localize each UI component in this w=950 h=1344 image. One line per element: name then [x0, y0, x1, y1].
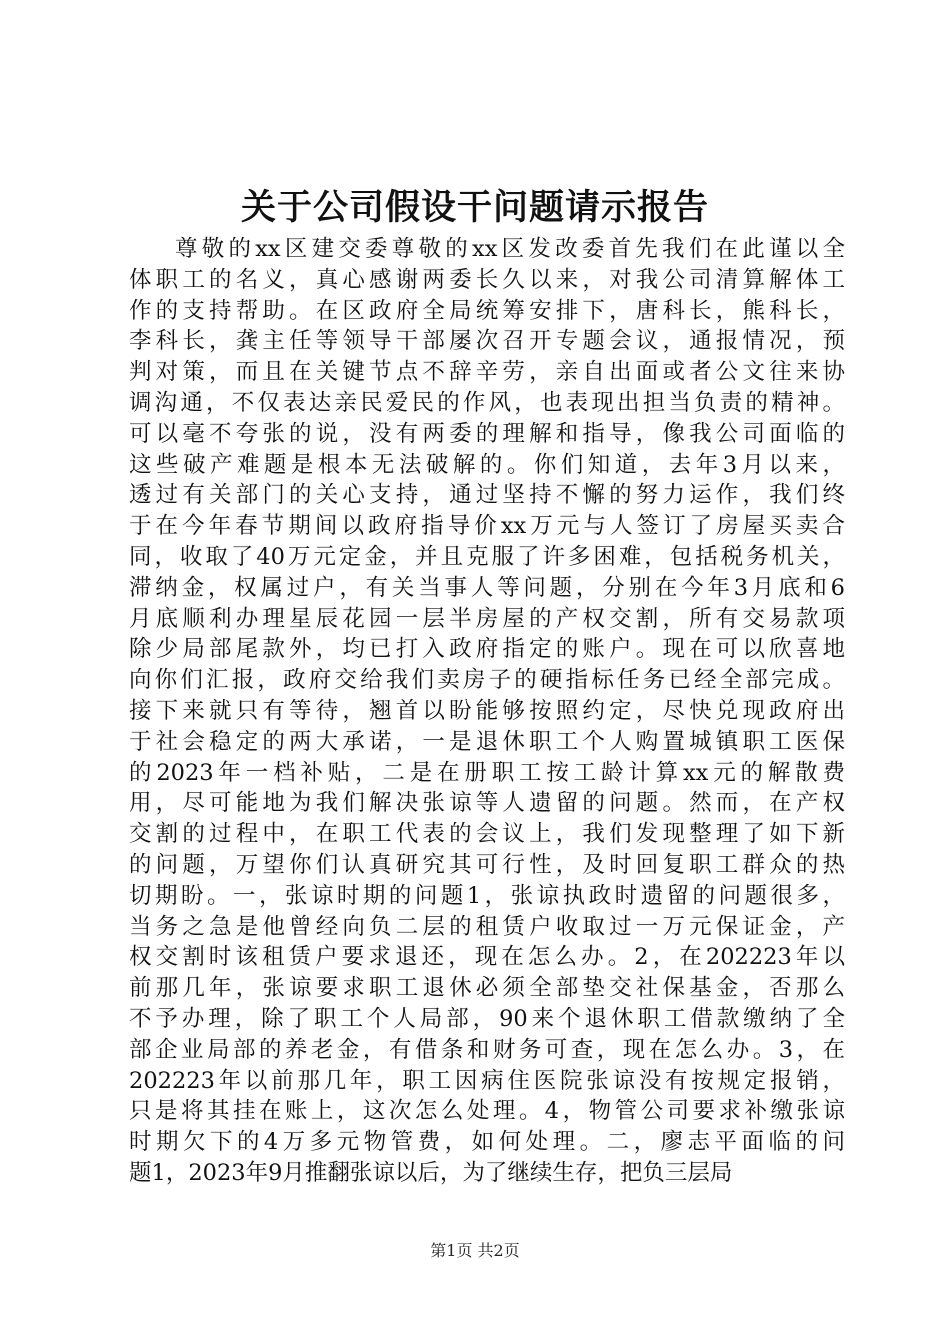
body-line: 判对策，而且在关键节点不辞辛劳，亲自出面或者公文往来协 [129, 359, 845, 386]
body-line: 除少局部尾款外，均已打入政府指定的账户。现在可以欣喜地 [129, 636, 845, 663]
body-line: 这些破产难题是根本无法破解的。你们知道，去年3月以来， [129, 451, 845, 478]
body-line: 只是将其挂在账上，这次怎么处理。4，物管公司要求补缴张谅 [129, 1098, 845, 1125]
body-line: 不予办理，除了职工个人局部，90来个退休职工借款缴纳了全 [129, 1005, 845, 1032]
body-line: 作的支持帮助。在区政府全局统筹安排下，唐科长，熊科长， [129, 297, 845, 324]
body-line: 部企业局部的养老金，有借条和财务可查，现在怎么办。3，在 [129, 1036, 845, 1063]
body-line: 的问题，万望你们认真研究其可行性，及时回复职工群众的热 [129, 851, 845, 878]
body-line: 切期盼。一，张谅时期的问题1，张谅执政时遗留的问题很多， [129, 882, 845, 909]
document-body [129, 234, 845, 1189]
body-line: 于在今年春节期间以政府指导价xx万元与人签订了房屋买卖合 [129, 513, 845, 540]
body-line: 时期欠下的4万多元物管费，如何处理。二，廖志平面临的问 [129, 1129, 845, 1156]
body-line: 用，尽可能地为我们解决张谅等人遗留的问题。然而，在产权 [129, 790, 845, 817]
body-line: 李科长，龚主任等领导干部屡次召开专题会议，通报情况，预 [129, 328, 845, 355]
body-line: 可以毫不夸张的说，没有两委的理解和指导，像我公司面临的 [129, 420, 845, 447]
page-number-footer: 第1页 共2页 [430, 1241, 520, 1260]
body-line: 交割的过程中，在职工代表的会议上，我们发现整理了如下新 [129, 821, 845, 848]
body-line: 滞纳金，权属过户，有关当事人等问题，分别在今年3月底和6 [129, 574, 845, 601]
body-line: 权交割时该租赁户要求退还，现在怎么办。2，在202223年以 [129, 944, 845, 971]
body-line: 透过有关部门的关心支持，通过坚持不懈的努力运作，我们终 [129, 482, 845, 509]
body-line: 体职工的名义，真心感谢两委长久以来，对我公司清算解体工 [129, 266, 845, 293]
body-line: 题1，2023年9月推翻张谅以后，为了继续生存，把负三层局 [129, 1159, 733, 1186]
body-line: 的2023年一档补贴，二是在册职工按工龄计算xx元的解散费 [129, 759, 845, 786]
document-title: 关于公司假设干问题请示报告 [240, 187, 709, 228]
body-line: 向你们汇报，政府交给我们卖房子的硬指标任务已经全部完成。 [129, 667, 845, 694]
body-line: 202223年以前那几年，职工因病住医院张谅没有按规定报销， [129, 1067, 845, 1094]
body-line: 当务之急是他曾经向负二层的租赁户收取过一万元保证金，产 [129, 913, 845, 940]
body-line: 接下来就只有等待，翘首以盼能够按照约定，尽快兑现政府出 [129, 697, 845, 724]
body-line: 尊敬的xx区建交委尊敬的xx区发改委首先我们在此谨以全 [175, 236, 845, 262]
body-line: 月底顺利办理星辰花园一层半房屋的产权交割，所有交易款项 [129, 605, 845, 632]
body-line: 于社会稳定的两大承诺，一是退休职工个人购置城镇职工医保 [129, 728, 845, 755]
body-line: 前那几年，张谅要求职工退休必须全部垫交社保基金，否那么 [129, 975, 845, 1002]
body-line: 同，收取了40万元定金，并且克服了许多困难，包括税务机关， [129, 543, 845, 570]
body-line: 调沟通，不仅表达亲民爱民的作风，也表现出担当负责的精神。 [129, 389, 845, 416]
